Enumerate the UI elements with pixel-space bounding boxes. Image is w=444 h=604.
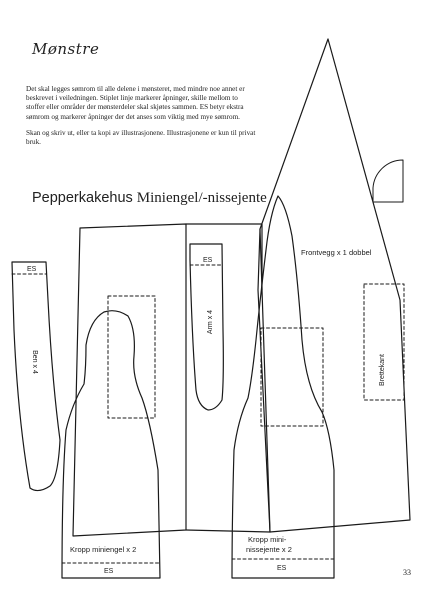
window-dashed-left	[261, 328, 323, 426]
intro-paragraph-1: Det skal legges sømrom til alle delene i mønsteret, med mindre noe annet er beskrevet i veiledningen. Stiplet linje markerer åpninger, skille mellom to stoffer eller områder der mønsterdeler skal skjøtes sammen. ES betyr ekstra sømrom og markerer åpninger der det anses som viktig med mye sømrom.	[26, 85, 245, 121]
back-wall-outline	[73, 224, 186, 536]
back-window-dashed	[108, 296, 155, 418]
front-wall-piece	[258, 39, 410, 532]
body-girl-label-1: Kropp mini-	[248, 535, 287, 544]
title-main: Pepperkakehus	[32, 190, 133, 206]
leg-es-label: ES	[27, 266, 37, 273]
arm-es-label: ES	[203, 257, 213, 264]
leg-piece	[12, 262, 60, 491]
back-wall-fold	[186, 224, 262, 290]
fold-edge-label: Brettekant	[379, 354, 386, 386]
back-wall-piece	[73, 224, 270, 536]
body-angel-label: Kropp miniengel x 2	[70, 545, 137, 554]
page-number: 33	[403, 568, 411, 577]
house-roof-outline	[258, 39, 410, 532]
title-sub: Miniengel/-nissejente	[136, 190, 267, 206]
chimney-semicircle	[373, 160, 403, 202]
body-angel-es-label: ES	[104, 568, 114, 575]
back-wall-bottom	[186, 530, 270, 532]
body-girl-es-label: ES	[277, 565, 287, 572]
arm-label: Arm x 4	[207, 309, 214, 335]
leg-label: Ben x 4	[31, 350, 38, 374]
page-heading: Mønstre	[32, 40, 100, 58]
leg-outline	[12, 262, 60, 491]
front-wall-label: Frontvegg x 1 dobbel	[301, 248, 372, 257]
intro-paragraph-2: Skan og skriv ut, eller ta kopi av illustrasjonene. Illustrasjonene er kun til privat bruk.	[26, 128, 256, 147]
body-girl-label-2: nissejente x 2	[246, 545, 292, 554]
